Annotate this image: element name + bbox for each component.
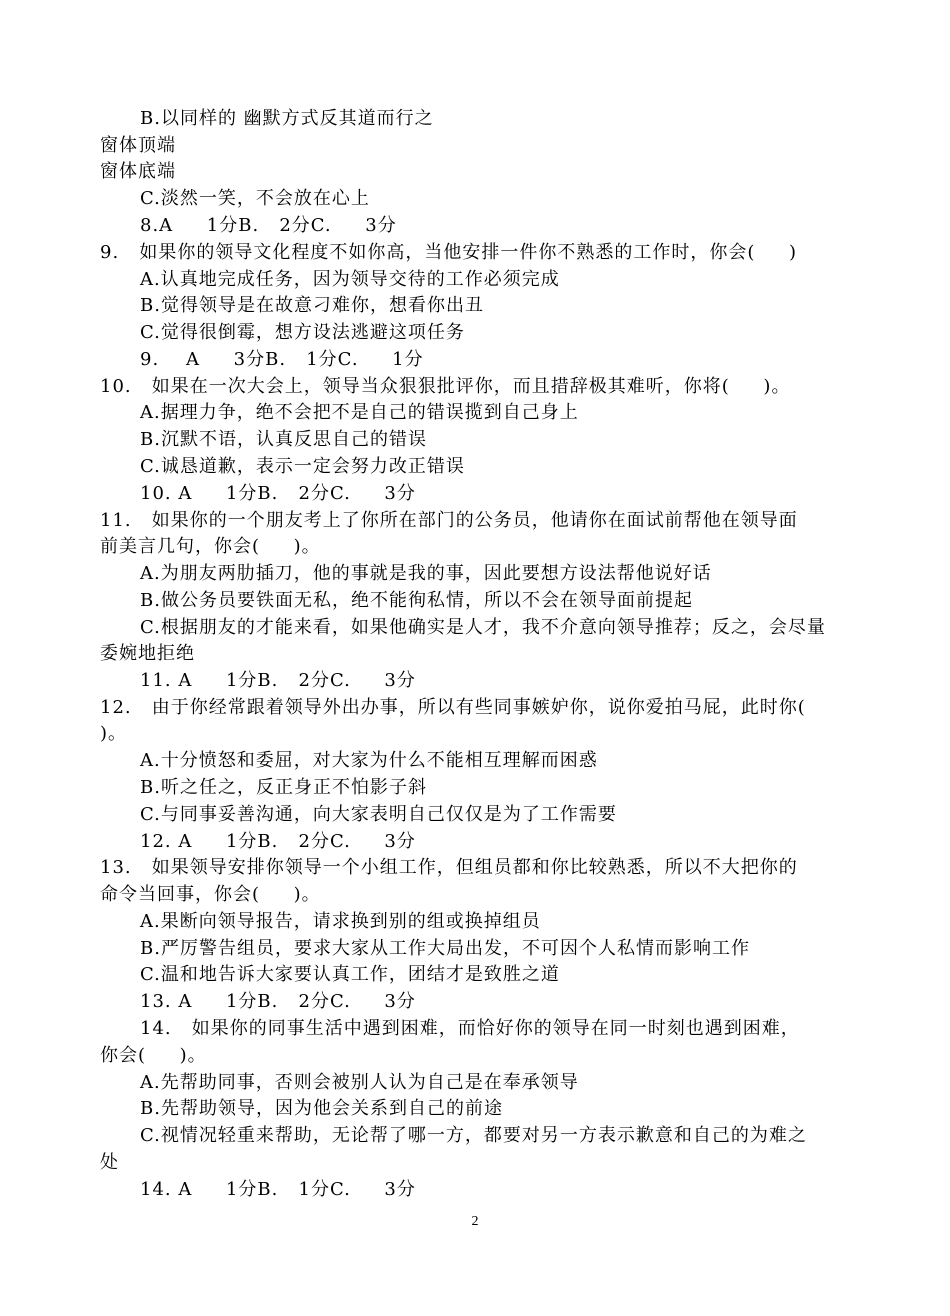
question-line: 12. 由于你经常跟着领导外出办事，所以有些同事嫉妒你，说你爱拍马屁，此时你(: [100, 697, 806, 718]
question-line: 9. 如果你的领导文化程度不如你高，当他安排一件你不熟悉的工作时，你会( ): [100, 242, 797, 263]
score-line: 11. A 1分B. 2分C. 3分: [140, 670, 416, 691]
option-line: C.根据朋友的才能来看，如果他确实是人才，我不介意向领导推荐；反之，会尽量: [140, 617, 826, 638]
option-line: C.觉得很倒霉，想方设法逃避这项任务: [140, 322, 465, 343]
score-line: 12. A 1分B. 2分C. 3分: [140, 831, 416, 852]
option-line: C.与同事妥善沟通，向大家表明自己仅仅是为了工作需要: [140, 804, 617, 825]
question-line: 11. 如果你的一个朋友考上了你所在部门的公务员，他请你在面试前帮他在领导面: [100, 510, 798, 531]
option-line: B.先帮助领导，因为他会关系到自己的前途: [140, 1098, 503, 1119]
option-line: B.严厉警告组员，要求大家从工作大局出发，不可因个人私情而影响工作: [140, 938, 750, 959]
question-line: 13. 如果领导安排你领导一个小组工作，但组员都和你比较熟悉，所以不大把你的: [100, 857, 798, 878]
option-line: C.诚恳道歉，表示一定会努力改正错误: [140, 456, 465, 477]
option-line: B.觉得领导是在故意刁难你，想看你出丑: [140, 295, 484, 316]
page-number: 2: [471, 1214, 479, 1229]
option-line: A.为朋友两肋插刀，他的事就是我的事，因此要想方设法帮他说好话: [140, 563, 712, 584]
option-line: C.温和地告诉大家要认真工作，团结才是致胜之道: [140, 964, 560, 985]
option-line: B.听之任之，反正身正不怕影子斜: [140, 777, 427, 798]
question-line: 前美言几句，你会( )。: [100, 536, 321, 557]
option-line: A.先帮助同事，否则会被别人认为自己是在奉承领导: [140, 1072, 579, 1093]
option-line: C.视情况轻重来帮助，无论帮了哪一方，都要对另一方表示歉意和自己的为难之: [140, 1125, 807, 1146]
option-line: A.据理力争，绝不会把不是自己的错误揽到自己身上: [140, 402, 579, 423]
score-line: 9. A 3分B. 1分C. 1分: [140, 349, 424, 370]
form-bottom-label: 窗体底端: [100, 161, 176, 182]
form-top-label: 窗体顶端: [100, 135, 176, 156]
score-line: 10. A 1分B. 2分C. 3分: [140, 483, 416, 504]
score-line: 8.A 1分B. 2分C. 3分: [140, 215, 397, 236]
option-line: 处: [100, 1152, 119, 1173]
option-line: 委婉地拒绝: [100, 643, 195, 664]
option-line: B.做公务员要铁面无私，绝不能徇私情，所以不会在领导面前提起: [140, 590, 693, 611]
question-line: 命令当回事，你会( )。: [100, 884, 321, 905]
question-line: 10. 如果在一次大会上，领导当众狠狠批评你，而且措辞极其难听，你将( )。: [100, 376, 791, 397]
score-line: 14. A 1分B. 1分C. 3分: [140, 1179, 416, 1200]
score-line: 13. A 1分B. 2分C. 3分: [140, 991, 416, 1012]
question-line: )。: [100, 723, 128, 744]
question-line: 你会( )。: [100, 1045, 207, 1066]
option-line: A.十分愤怒和委屈，对大家为什么不能相互理解而困惑: [140, 750, 598, 771]
option-line: B.以同样的 幽默方式反其道而行之: [140, 108, 434, 129]
option-line: B.沉默不语，认真反思自己的错误: [140, 429, 427, 450]
option-line: A.果断向领导报告，请求换到别的组或换掉组员: [140, 911, 541, 932]
option-line: A.认真地完成任务，因为领导交待的工作必须完成: [140, 269, 560, 290]
option-line: C.淡然一笑，不会放在心上: [140, 188, 370, 209]
question-line: 14. 如果你的同事生活中遇到困难，而恰好你的领导在同一时刻也遇到困难，: [140, 1018, 800, 1039]
